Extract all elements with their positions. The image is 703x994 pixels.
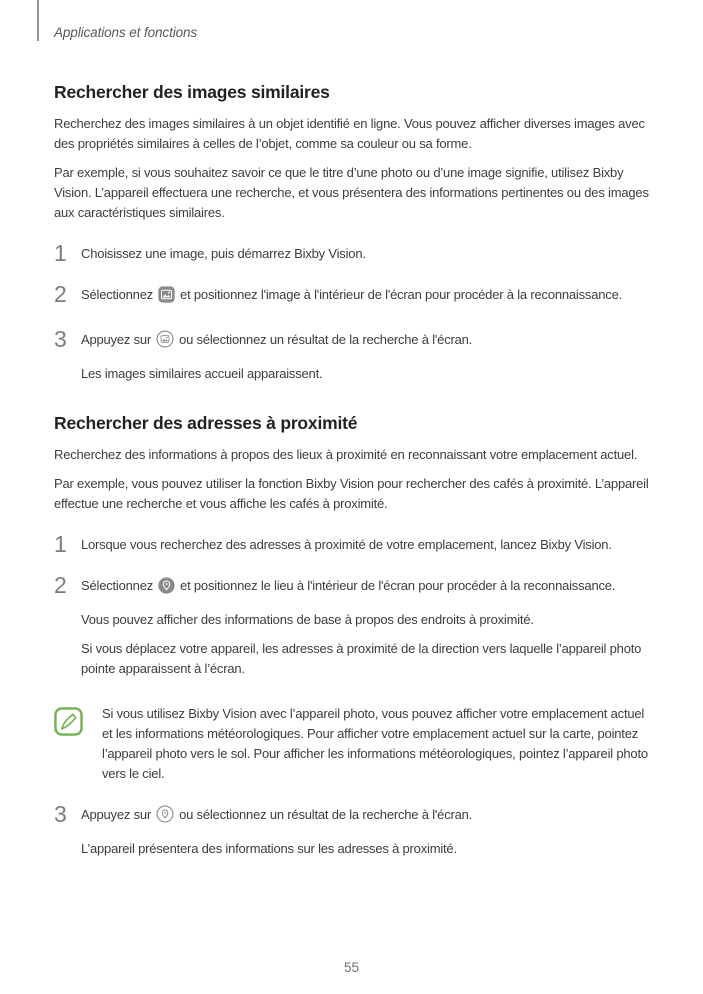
step-number: 2 [54, 281, 67, 307]
step-text-post: et positionnez le lieu à l'intérieur de l'écran pour procéder à la reconnaissance. [180, 578, 616, 593]
step-text-pre: Sélectionnez [81, 287, 154, 302]
step-text-pre: Appuyez sur [81, 332, 152, 347]
step-text-pre: Sélectionnez [81, 578, 154, 593]
step-text-pre: Appuyez sur [81, 807, 152, 822]
step-subtext: Si vous déplacez votre appareil, les adresses à proximité de la direction vers laquelle l’appareil photo pointe apparaissent à l’écran. [81, 641, 642, 676]
paragraph: Recherchez des informations à propos des lieux à proximité en reconnaissant votre emplacement actuel. [54, 447, 638, 462]
step-text: Choisissez une image, puis démarrez Bixby Vision. [81, 246, 366, 261]
step-number: 2 [54, 572, 67, 598]
step-row [54, 572, 654, 679]
step-number: 1 [54, 531, 67, 557]
step-subtext: Les images similaires accueil apparaissent. [81, 366, 323, 381]
step-row [54, 326, 654, 384]
step-substeps [81, 610, 654, 679]
step-text-post: ou sélectionnez un résultat de la recherche à l'écran. [179, 807, 473, 822]
step-row [54, 801, 654, 859]
page-content [54, 82, 654, 859]
step-row [54, 531, 654, 557]
paragraph: Par exemple, si vous souhaitez savoir ce que le titre d’une photo ou d’une image signifie, utilisez Bixby Vision. L’appareil effectuera une recherche, et vous présentera des informations pertinentes ou des images aux caractéristiques similaires. [54, 165, 649, 220]
section-heading-images-similaires: Rechercher des images similaires [54, 82, 330, 102]
image-mode-icon [158, 286, 175, 309]
step-number: 1 [54, 240, 67, 266]
image-result-icon [156, 330, 174, 354]
page-number: 55 [343, 960, 360, 975]
header-rule [37, 0, 39, 41]
step-text [81, 576, 654, 679]
step-text [81, 285, 654, 309]
place-mode-icon [158, 577, 175, 600]
step-number: 3 [54, 801, 67, 827]
step-text-post: ou sélectionnez un résultat de la recherche à l'écran. [179, 332, 473, 347]
step-substeps [81, 364, 654, 384]
note-pencil-icon [54, 707, 83, 736]
paragraph: Par exemple, vous pouvez utiliser la fonction Bixby Vision pour rechercher des cafés à proximité. L’appareil effectue une recherche et vous affiche les cafés à proximité. [54, 476, 649, 511]
step-number: 3 [54, 326, 67, 352]
step-text [81, 330, 654, 384]
step-row [54, 281, 654, 309]
paragraph: Recherchez des images similaires à un objet identifié en ligne. Vous pouvez afficher diverses images avec des propriétés similaires à celles de l’objet, comme sa couleur ou sa forme. [54, 116, 645, 151]
place-result-icon [156, 805, 174, 829]
note-box [54, 704, 654, 784]
step-text [81, 805, 654, 859]
step-subtext: Vous pouvez afficher des informations de base à propos des endroits à proximité. [81, 612, 534, 627]
step-subtext: L’appareil présentera des informations sur les adresses à proximité. [81, 841, 457, 856]
chapter-header: Applications et fonctions [54, 25, 198, 40]
step-substeps [81, 839, 654, 859]
step-row [54, 240, 654, 266]
note-text: Si vous utilisez Bixby Vision avec l’appareil photo, vous pouvez afficher votre emplacement actuel et les informations météorologiques. Pour afficher votre emplacement actuel sur la carte, pointez l’appareil photo vers le sol. Pour afficher les informations météorologiques, pointez l’appareil photo vers le ciel. [102, 706, 648, 781]
section-heading-adresses-proximite: Rechercher des adresses à proximité [54, 413, 358, 433]
step-text-post: et positionnez l'image à l'intérieur de l'écran pour procéder à la reconnaissance. [180, 287, 623, 302]
step-text: Lorsque vous recherchez des adresses à proximité de votre emplacement, lancez Bixby Vision. [81, 537, 612, 552]
